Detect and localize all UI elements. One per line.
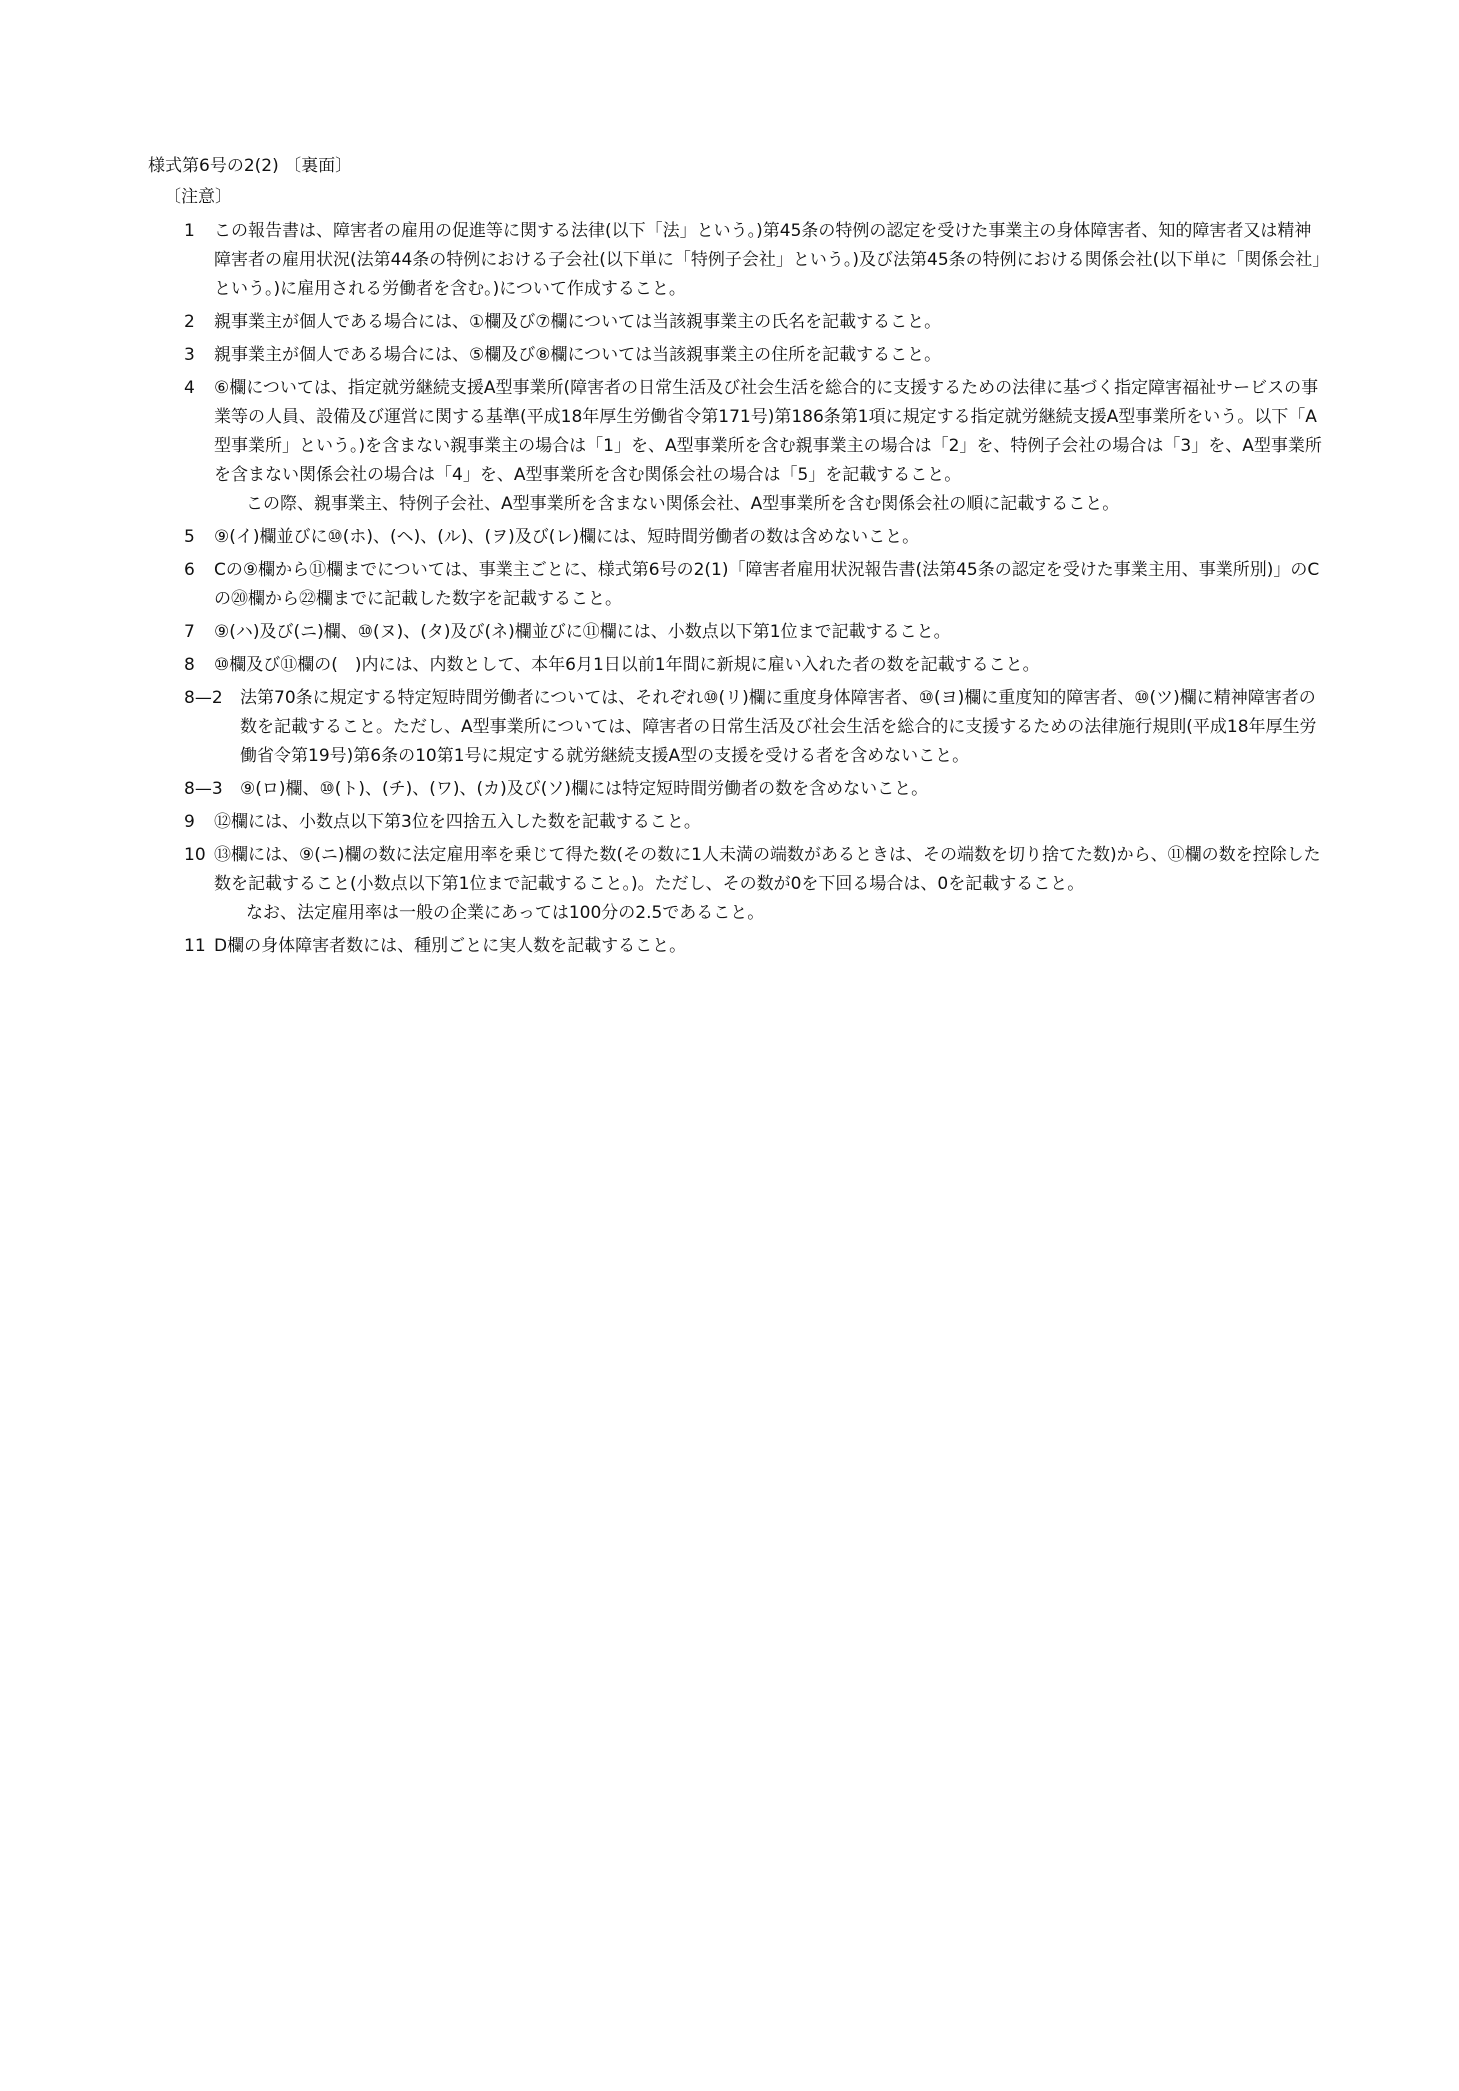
note-item [184, 841, 1324, 928]
note-item [184, 684, 1324, 771]
note-text: ⑨(ロ)欄、⑩(ト)、(チ)、(ワ)、(カ)及び(ソ)欄には特定短時間労働者の数を含めないこと。 [240, 779, 929, 799]
note-text: D欄の身体障害者数には、種別ごとに実人数を記載すること。 [214, 936, 687, 956]
note-supplement: なお、法定雇用率は一般の企業にあっては100分の2.5であること。 [246, 903, 765, 923]
note-number: 2 [184, 312, 195, 332]
note-number: 6 [184, 560, 195, 580]
notice-heading: 〔注意〕 [164, 187, 232, 207]
note-text: ⑥欄については、指定就労継続支援A型事業所(障害者の日常生活及び社会生活を総合的に支援するための法律に基づく指定障害福祉サービスの事業等の人員、設備及び運営に関する基準(平成18年厚生労働省令第171号)第186条第1項に規定する指定就労継続支援A型事業所をいう。以下「A型事業所」という。)を含まない親事業主の場合は「1」を、A型事業所を含む親事業主の場合は「2」を、特例子会社の場合は「3」を、A型事業所を含まない関係会社の場合は「4」を、A型事業所を含む関係会社の場合は「5」を記載すること。 [214, 378, 1322, 485]
note-number: 1 [184, 221, 195, 241]
note-text: ⑨(イ)欄並びに⑩(ホ)、(ヘ)、(ル)、(ヲ)及び(レ)欄には、短時間労働者の数は含めないこと。 [214, 527, 920, 547]
form-title: 様式第6号の2(2) 〔裏面〕 [148, 156, 353, 176]
note-text: 親事業主が個人である場合には、⑤欄及び⑧欄については当該親事業主の住所を記載すること。 [214, 345, 942, 365]
note-number: 8 [184, 655, 195, 675]
note-text: Cの⑨欄から⑪欄までについては、事業主ごとに、様式第6号の2(1)「障害者雇用状況報告書(法第45条の認定を受けた事業主用、事業所別)」のCの⑳欄から㉒欄までに記載した数字を記載すること。 [214, 560, 1320, 609]
note-item [184, 808, 1324, 837]
note-number: 10 [184, 845, 206, 865]
note-item [184, 775, 1324, 804]
note-item [184, 932, 1324, 961]
notes-list [184, 217, 1324, 965]
note-number: 3 [184, 345, 195, 365]
note-number: 5 [184, 527, 195, 547]
note-item [184, 618, 1324, 647]
note-item [184, 341, 1324, 370]
note-item [184, 651, 1324, 680]
note-text: 法第70条に規定する特定短時間労働者については、それぞれ⑩(リ)欄に重度身体障害者、⑩(ヨ)欄に重度知的障害者、⑩(ツ)欄に精神障害者の数を記載すること。ただし、A型事業所については、障害者の日常生活及び社会生活を総合的に支援するための法律施行規則(平成18年厚生労働省令第19号)第6条の10第1号に規定する就労継続支援A型の支援を受ける者を含めないこと。 [240, 688, 1317, 766]
note-number: 4 [184, 378, 195, 398]
note-text: 親事業主が個人である場合には、①欄及び⑦欄については当該親事業主の氏名を記載すること。 [214, 312, 942, 332]
note-text: ⑨(ハ)及び(ニ)欄、⑩(ヌ)、(タ)及び(ネ)欄並びに⑪欄には、小数点以下第1位まで記載すること。 [214, 622, 951, 642]
note-text: この報告書は、障害者の雇用の促進等に関する法律(以下「法」という。)第45条の特例の認定を受けた事業主の身体障害者、知的障害者又は精神障害者の雇用状況(法第44条の特例における子会社(以下単に「特例子会社」という。)及び法第45条の特例における関係会社(以下単に「関係会社」という。)に雇用される労働者を含む。)について作成すること。 [214, 221, 1321, 299]
note-item [184, 523, 1324, 552]
note-text: ⑬欄には、⑨(ニ)欄の数に法定雇用率を乗じて得た数(その数に1人未満の端数があるときは、その端数を切り捨てた数)から、⑪欄の数を控除した数を記載すること(小数点以下第1位まで記載すること。)。ただし、その数が0を下回る場合は、0を記載すること。 [214, 845, 1321, 894]
note-text: ⑫欄には、小数点以下第3位を四捨五入した数を記載すること。 [214, 812, 701, 832]
note-item [184, 217, 1324, 304]
note-number: 8—3 [184, 779, 223, 799]
note-item [184, 556, 1324, 614]
note-text: ⑩欄及び⑪欄の( )内には、内数として、本年6月1日以前1年間に新規に雇い入れた者の数を記載すること。 [214, 655, 1040, 675]
note-supplement: この際、親事業主、特例子会社、A型事業所を含まない関係会社、A型事業所を含む関係会社の順に記載すること。 [246, 494, 1120, 514]
note-item [184, 374, 1324, 519]
note-number: 7 [184, 622, 195, 642]
note-item [184, 308, 1324, 337]
note-number: 9 [184, 812, 195, 832]
note-number: 8—2 [184, 688, 223, 708]
note-number: 11 [184, 936, 206, 956]
